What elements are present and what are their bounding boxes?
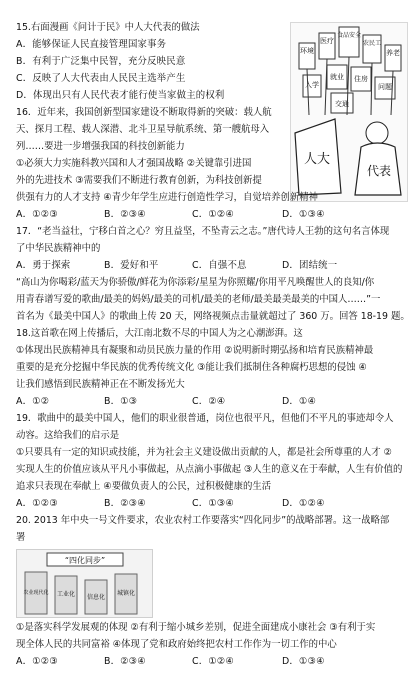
sign-migrant-workers: 农民工 xyxy=(362,40,382,47)
q19-option-d: D．①②④ xyxy=(282,498,325,509)
diagram-col-urban: 城镇化 xyxy=(116,590,136,597)
q19-option-c: C．①③④ xyxy=(192,498,235,509)
q15-stem: 15.右面漫画《问计于民》中人大代表的做法 xyxy=(16,22,200,33)
q18-option-b: B．①③ xyxy=(104,396,138,407)
q18-line-3: 重要的是充分挖掘中华民族的优秀传统文化 ③能让我们抵制住各种腐朽思想的侵蚀 ④ xyxy=(16,362,367,373)
q20-option-b: B．②③④ xyxy=(104,656,147,667)
q16-option-d: D．①③④ xyxy=(282,209,325,220)
q16-line-1: 16．近年来，我国创新型国家建设不断取得新的突破：载人航 xyxy=(16,107,272,118)
q20-option-c: C．①②④ xyxy=(192,656,235,667)
q19-option-a: A．①②③ xyxy=(16,498,59,509)
q17-option-d: D．团结统一 xyxy=(282,260,338,271)
sign-food-safety: 食品安全 xyxy=(336,32,362,39)
sign-medical: 医疗 xyxy=(320,37,334,45)
q20-line-2: 署 xyxy=(16,532,26,543)
q20-statement-2: 现全体人民的共同富裕 ④体现了党和政府始终把农村工作作为一切工作的中心 xyxy=(16,639,337,650)
diagram-col-info: 信息化 xyxy=(86,594,106,601)
q19-option-b: B．②③④ xyxy=(104,498,147,509)
q16-line-4: ①必须大力实施科教兴国和人才强国战略 ②关键靠引进国 xyxy=(16,158,252,169)
q16-option-b: B．②③④ xyxy=(104,209,147,220)
q19-line-3: ①只要具有一定的知识或技能，并为社会主义建设做出贡献的人，都是社会所尊重的人才 ② xyxy=(16,447,393,458)
q18-line-1: 18.这首歌在网上传播后，大江南北数不尽的中国人为之心潮澎湃。这 xyxy=(16,328,303,339)
q18-option-c: C．②④ xyxy=(192,396,226,407)
diagram-title: “四化同步” xyxy=(64,556,106,565)
q17-option-b: B．爱好和平 xyxy=(104,260,159,271)
q15-option-d: D．体现出只有人民代表才能行使当家做主的权利 xyxy=(16,90,225,101)
q16-option-a: A．①②③ xyxy=(16,209,59,220)
q17-line-1: 17．“老当益壮，宁移白首之心？穷且益坚，不坠青云之志。”唐代诗人王勃的这句名言体现 xyxy=(16,226,390,237)
sign-school-entry: 入学 xyxy=(305,81,319,89)
q19-line-1: 19．歌曲中的最美中国人，他们的职业很普通，岗位也很平凡，但他们不平凡的事迹却令人 xyxy=(16,413,394,424)
q20-option-a: A．①②③ xyxy=(16,656,59,667)
q19-line-5: 追求只表现在奉献上 ④要做负责人的公民，过积极健康的生活 xyxy=(16,481,272,492)
q20-line-1: 20. 2013 年中央一号文件要求，农业农村工作要落实“四化同步”的战略部署。这一战略部 xyxy=(16,515,390,526)
passage-line-1: “高山为你喝彩/蓝天为你骄傲/鲜花为你添彩/星星为你照耀/你用平凡唤醒世人的良知/你 xyxy=(16,277,375,288)
q20-option-d: D．①③④ xyxy=(282,656,325,667)
q15-option-b: B．有利于广泛集中民智，充分反映民意 xyxy=(16,56,186,67)
diagram-col-agri: 农业现代化 xyxy=(23,590,49,596)
q18-line-2: ①体现出民族精神具有凝聚和动员民族力量的作用 ②说明新时期弘扬和培育民族精神最 xyxy=(16,345,374,356)
q16-line-2: 天、探月工程、载人深潜、北斗卫星导航系统、第一艘航母入 xyxy=(16,124,270,135)
q18-option-a: A．①② xyxy=(16,396,50,407)
cartoon-illustration xyxy=(291,23,407,201)
q18-line-4: 让我们感悟到民族精神正在不断发扬光大 xyxy=(16,379,185,390)
q15-option-a: A．能够保证人民直接管理国家事务 xyxy=(16,39,167,50)
sign-problem: 问题 xyxy=(378,83,392,91)
diagram-col-industry: 工业化 xyxy=(56,591,76,598)
booth-label: 人大 xyxy=(303,152,331,167)
q17-line-2: 了中华民族精神中的 xyxy=(16,243,101,254)
sign-housing: 住房 xyxy=(354,75,368,83)
speaker-head xyxy=(366,122,388,144)
q20-statement-1: ①是落实科学发展观的体现 ②有利于缩小城乡差别，促进全面建成小康社会 ③有利于实 xyxy=(16,622,376,633)
passage-line-2: 用青春谱写爱的歌曲/最美的妈妈/最美的司机/最美的老师/最美最美最美的中国人……”一 xyxy=(16,294,381,305)
diagram-illustration xyxy=(17,550,152,617)
speaker-label: 代表 xyxy=(366,164,392,178)
q16-line-6: 供强有力的人才支持 ④青少年学生应进行创造性学习，自觉培养创新精神 xyxy=(16,192,319,203)
q16-line-5: 外的先进技术 ③需要我们不断进行教育创新，为科技创新提 xyxy=(16,175,262,186)
sign-employment: 就业 xyxy=(330,73,344,81)
q15-option-c: C．反映了人大代表由人民民主选举产生 xyxy=(16,73,186,84)
sign-elderly-care: 养老 xyxy=(386,49,400,57)
q17-option-a: A．勇于探索 xyxy=(16,260,71,271)
q17-option-c: C．自强不息 xyxy=(192,260,247,271)
q19-line-4: 实现人生的价值应该从平凡小事做起，从点滴小事做起 ③人生的意义在于奉献，人生有价值的 xyxy=(16,464,403,475)
sign-environment: 环境 xyxy=(300,47,314,55)
four-modernizations-diagram xyxy=(16,549,153,618)
sign-traffic: 交通 xyxy=(335,100,349,108)
cartoon-ask-the-people xyxy=(290,22,408,202)
passage-line-3: 首名为《最美中国人》的歌曲上传 20 天，网络视频点击量就超过了 360 万。回答 18-19 题。 xyxy=(16,311,410,322)
q19-line-2: 动容。这给我们的启示是 xyxy=(16,430,120,441)
q18-option-d: D．①④ xyxy=(282,396,317,407)
q16-line-3: 列……要进一步增强我国的科技创新能力 xyxy=(16,141,185,152)
q16-option-c: C．①②④ xyxy=(192,209,235,220)
